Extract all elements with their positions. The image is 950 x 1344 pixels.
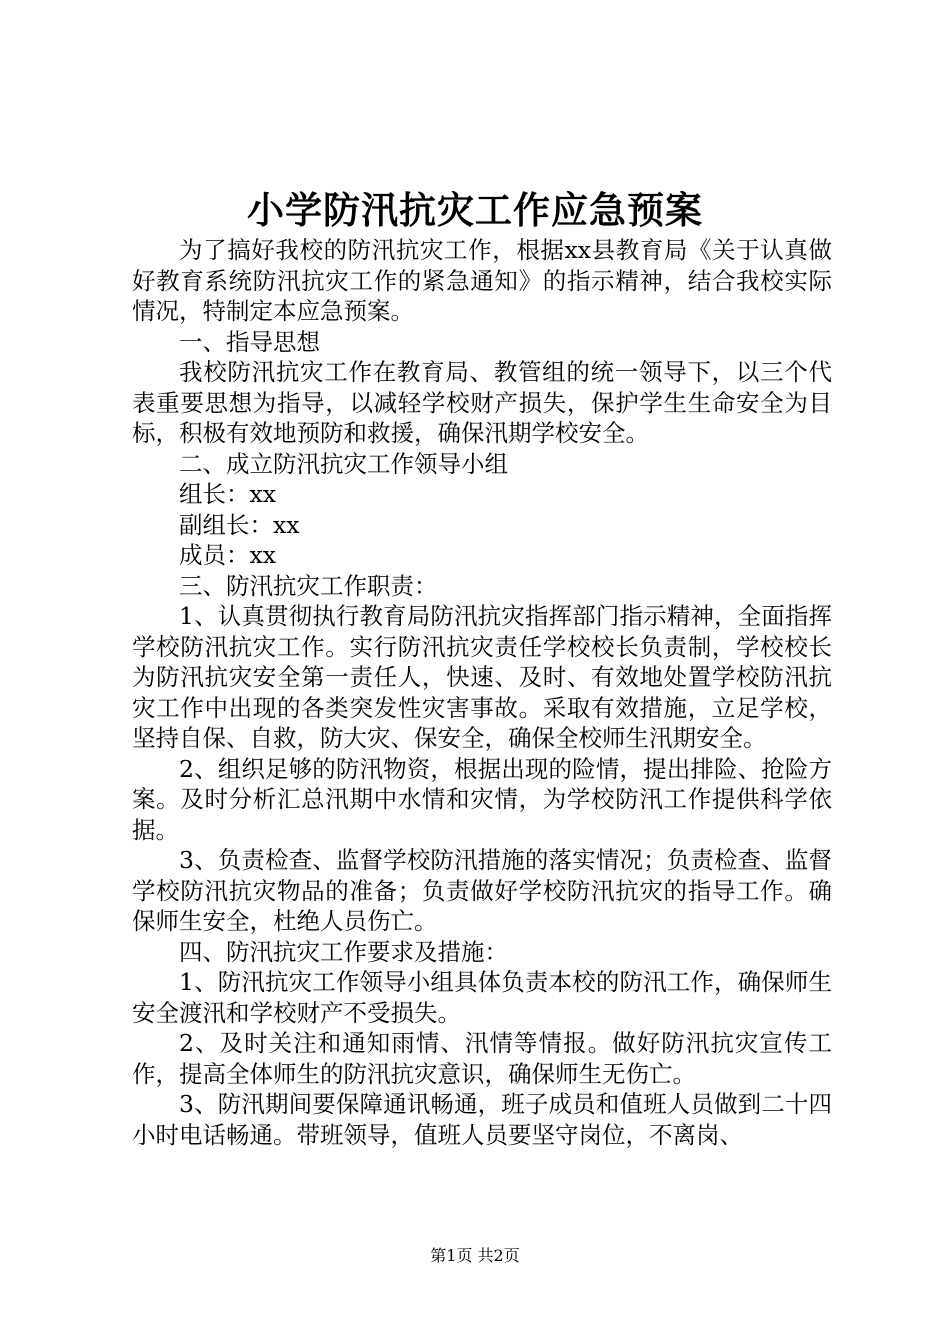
duty-item-1: 1、认真贯彻执行教育局防汛抗灾指挥部门指示精神，全面指挥学校防汛抗灾工作。实行防汛抗灾责任学校校长负责制，学校校长为防汛抗灾安全第一责任人，快速、及时、有效地处置学校防汛抗灾工作中出现的各类突发性灾害事故。采取有效措施，立足学校，坚持自保、自救，防大灾、保安全，确保全校师生汛期安全。 xyxy=(132,602,832,752)
requirement-item-2: 2、及时关注和通知雨情、汛情等情报。做好防汛抗灾宣传工作，提高全体师生的防汛抗灾意识，确保师生无伤亡。 xyxy=(132,1029,832,1088)
heading-requirements: 四、防汛抗灾工作要求及措施： xyxy=(179,937,508,966)
leader-line: 组长：xx xyxy=(179,480,277,508)
heading-guiding-ideology: 一、指导思想 xyxy=(179,327,320,356)
requirement-item-3: 3、防汛期间要保障通讯畅通，班子成员和值班人员做到二十四小时电话畅通。带班领导，值班人员要坚守岗位，不离岗、 xyxy=(132,1090,832,1149)
requirement-item-1: 1、防汛抗灾工作领导小组具体负责本校的防汛工作，确保师生安全渡汛和学校财产不受损失。 xyxy=(132,968,832,1027)
paragraph-intro: 为了搞好我校的防汛抗灾工作，根据xx县教育局《关于认真做好教育系统防汛抗灾工作的紧急通知》的指示精神，结合我校实际情况，特制定本应急预案。 xyxy=(132,236,832,325)
duty-item-2: 2、组织足够的防汛物资，根据出现的险情，提出排险、抢险方案。及时分析汇总汛期中水情和灾情，为学校防汛工作提供科学依据。 xyxy=(132,754,832,844)
page-footer: 第1页 共2页 xyxy=(430,1246,520,1265)
document-title: 小学防汛抗灾工作应急预案 xyxy=(247,188,703,232)
heading-leadership-group: 二、成立防汛抗灾工作领导小组 xyxy=(179,449,508,478)
heading-duties: 三、防汛抗灾工作职责： xyxy=(179,571,438,600)
members-line: 成员：xx xyxy=(179,541,277,569)
paragraph-guiding-ideology: 我校防汛抗灾工作在教育局、教管组的统一领导下，以三个代表重要思想为指导，以减轻学校财产损失，保护学生生命安全为目标，积极有效地预防和救援，确保汛期学校安全。 xyxy=(132,358,832,447)
deputy-leader-line: 副组长：xx xyxy=(179,510,300,539)
duty-item-3: 3、负责检查、监督学校防汛措施的落实情况；负责检查、监督学校防汛抗灾物品的准备；负责做好学校防汛抗灾的指导工作。确保师生安全，杜绝人员伤亡。 xyxy=(132,846,832,935)
document-body xyxy=(132,235,832,1150)
